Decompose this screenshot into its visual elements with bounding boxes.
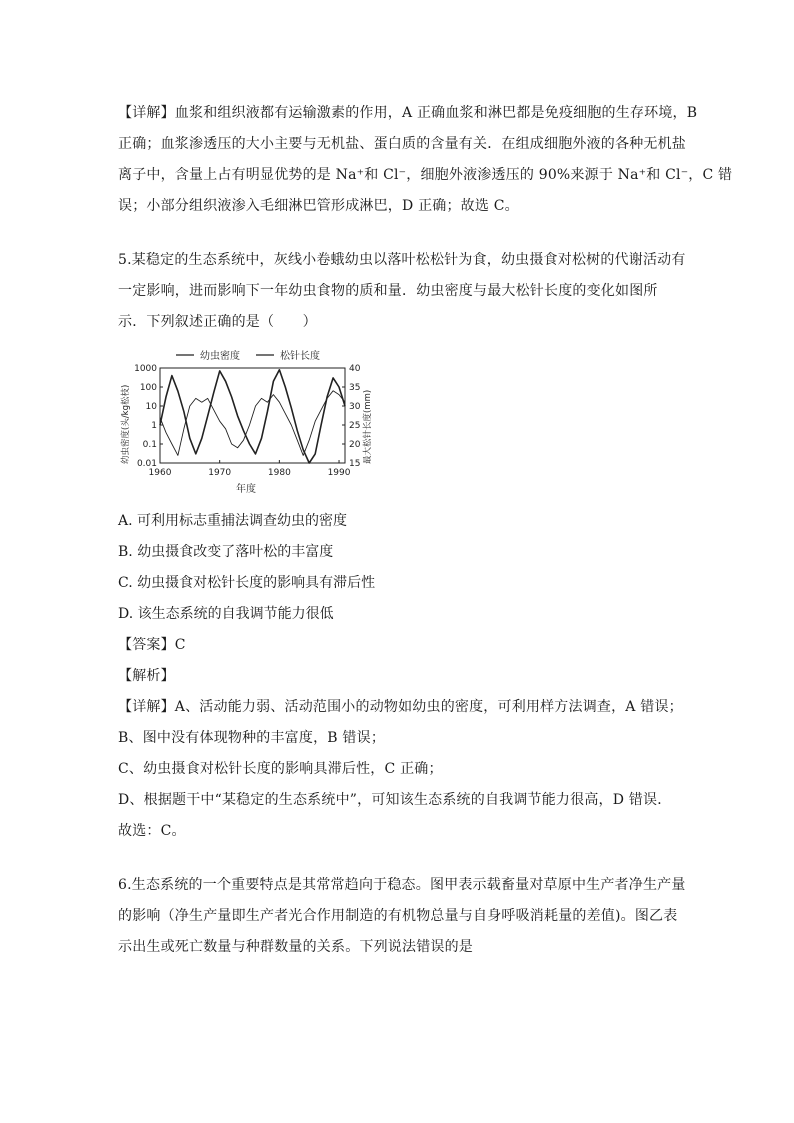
text-line: 5.某稳定的生态系统中，灰线小卷蛾幼虫以落叶松松针为食，幼虫摄食对松树的代谢活动有 — [118, 252, 686, 268]
x-tick-label: 1980 — [267, 468, 291, 478]
q5-stem — [118, 245, 686, 338]
q5-analysis — [118, 692, 683, 847]
y-right-tick-label: 35 — [349, 383, 361, 393]
q4-detail-paragraph — [118, 98, 733, 222]
text-line: 6.生态系统的一个重要特点是其常常趋向于稳态。图甲表示载畜量对草原中生产者净生产量 — [118, 877, 686, 893]
y-right-tick-label: 15 — [349, 459, 361, 469]
text-line: 误；小部分组织液渗入毛细淋巴管形成淋巴，D 正确；故选 C。 — [118, 198, 519, 214]
y-right-axis-label: 最大松针长度(mm) — [363, 389, 373, 464]
q4-detail-block — [118, 98, 733, 222]
text-line: 离子中，含量上占有明显优势的是 Na⁺和 Cl⁻，细胞外液渗透压的 90%来源于 Na⁺和 Cl⁻，C 错 — [118, 167, 733, 183]
x-axis-label: 年度 — [236, 484, 256, 495]
option-d: D. 该生态系统的自我调节能力很低 — [118, 606, 334, 622]
x-tick-label: 1960 — [148, 468, 172, 478]
text-line: 示．下列叙述正确的是（ ） — [118, 314, 317, 330]
question-5 — [118, 245, 686, 847]
y-right-tick-label: 30 — [349, 402, 361, 412]
document-page — [118, 98, 733, 963]
option-a: A. 可利用标志重捕法调查幼虫的密度 — [118, 513, 348, 529]
text-line: 【详解】A、活动能力弱、活动范围小的动物如幼虫的密度，可利用样方法调查，A 错误； — [118, 699, 683, 715]
x-tick-label: 1990 — [327, 468, 351, 478]
option-b: B. 幼虫摄食改变了落叶松的丰富度 — [118, 544, 334, 560]
y-left-axis-label: 幼虫密度(头/kg松枝) — [121, 384, 131, 464]
text-line: 【详解】血浆和组织液都有运输激素的作用，A 正确血浆和淋巴都是免疫细胞的生存环境，B — [118, 105, 698, 121]
q5-options — [118, 506, 678, 630]
chart-ticks — [134, 364, 361, 478]
q5-analysis-heading: 【解析】 — [118, 668, 175, 684]
y-left-tick-label: 0.01 — [136, 459, 157, 469]
q5-figure — [118, 346, 378, 496]
text-line: C、幼虫摄食对松针长度的影响具滞后性，C 正确； — [118, 761, 443, 777]
y-left-tick-label: 1000 — [134, 364, 157, 374]
x-tick-label: 1970 — [208, 468, 232, 478]
text-line: 的影响（净生产量即生产者光合作用制造的有机物总量与自身呼吸消耗量的差值)。图乙表 — [118, 908, 678, 924]
y-right-tick-label: 25 — [349, 421, 361, 431]
density-needle-length-chart — [118, 346, 378, 496]
option-c: C. 幼虫摄食对松针长度的影响具有滞后性 — [118, 575, 376, 591]
question-6 — [118, 870, 686, 963]
y-right-tick-label: 20 — [349, 440, 361, 450]
y-left-tick-label: 1 — [151, 421, 157, 431]
legend-label-density: 幼虫密度 — [200, 351, 240, 362]
text-line: 正确；血浆渗透压的大小主要与无机盐、蛋白质的含量有关．在组成细胞外液的各种无机盐 — [118, 136, 686, 152]
text-line: 示出生或死亡数量与种群数量的关系。下列说法错误的是 — [118, 939, 473, 955]
text-line: 一定影响，进而影响下一年幼虫食物的质和量．幼虫密度与最大松针长度的变化如图所 — [118, 283, 658, 299]
q6-stem — [118, 870, 686, 963]
legend-label-needle: 松针长度 — [280, 351, 320, 362]
chart-lines — [160, 370, 345, 463]
y-left-tick-label: 100 — [139, 383, 157, 393]
text-line: 故选：C。 — [118, 823, 186, 839]
y-left-tick-label: 10 — [145, 402, 157, 412]
y-left-tick-label: 0.1 — [142, 440, 157, 450]
y-right-tick-label: 40 — [349, 364, 361, 374]
q5-answer: 【答案】C — [118, 637, 186, 653]
text-line: D、根据题干中“某稳定的生态系统中”，可知该生态系统的自我调节能力很高，D 错误． — [118, 792, 672, 808]
chart-legend — [176, 349, 320, 362]
text-line: B、图中没有体现物种的丰富度，B 错误； — [118, 730, 386, 746]
